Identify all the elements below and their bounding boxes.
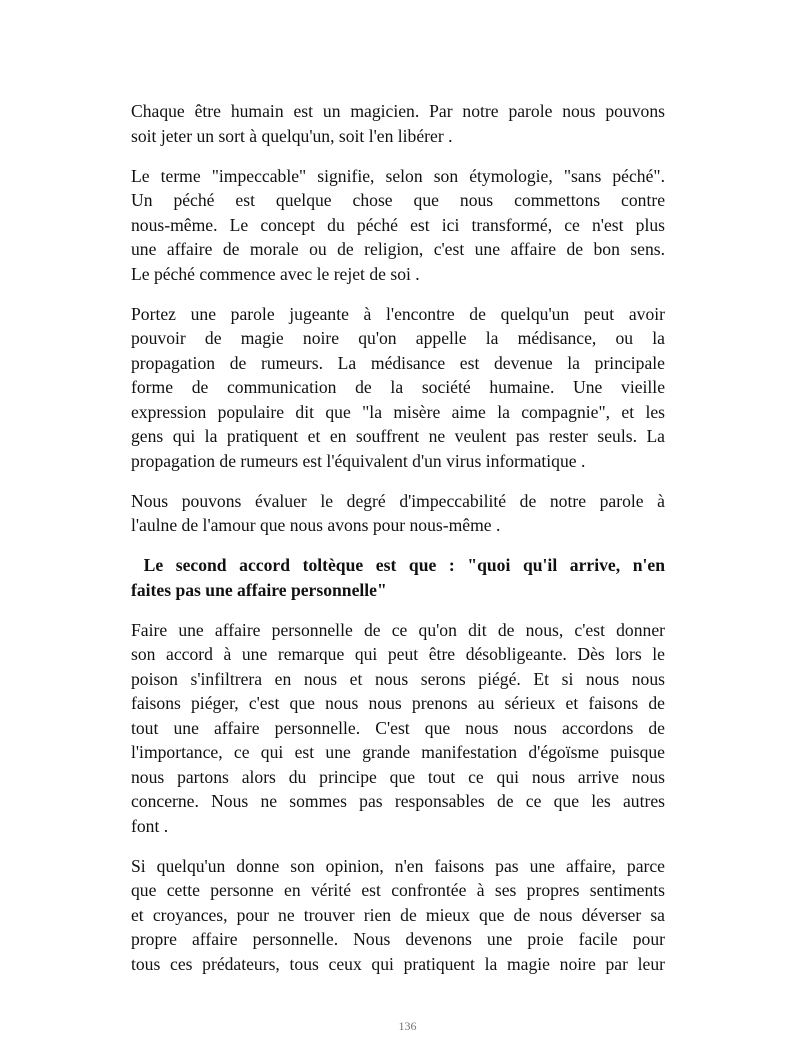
text-line: propagation de rumeurs est l'équivalent d'un virus informatique . (131, 450, 586, 471)
text-line: et croyances, pour ne trouver rien de mieux que de nous déverser sa (131, 904, 665, 925)
text-line: faites pas une affaire personnelle" (131, 579, 387, 600)
text-line: soit jeter un sort à quelqu'un, soit l'en libérer . (131, 125, 453, 146)
text-line: forme de communication de la société humaine. Une vieille (131, 377, 665, 397)
paragraph (131, 99, 665, 148)
text-line: Le terme "impeccable" signifie, selon son étymologie, "sans péché". (131, 165, 665, 186)
text-line: font . (131, 815, 169, 836)
text-line: Nous pouvons évaluer le degré d'impeccabilité de notre parole à (131, 490, 665, 511)
text-line: nous-même. Le concept du péché est ici transformé, ce n'est plus (131, 214, 665, 235)
text-line: Un péché est quelque chose que nous commettons contre (131, 190, 665, 210)
section-heading (131, 553, 665, 602)
text-line: concerne. Nous ne sommes pas responsables de ce que les autres (131, 791, 665, 811)
text-line: propre affaire personnelle. Nous devenons une proie facile pour (131, 929, 665, 949)
text-line: pouvoir de magie noire qu'on appelle la médisance, ou la (131, 328, 665, 348)
paragraph (131, 302, 665, 474)
text-line: Portez une parole jugeante à l'encontre de quelqu'un peut avoir (131, 303, 665, 324)
text-line: Chaque être humain est un magicien. Par notre parole nous pouvons (131, 101, 665, 121)
text-line: faisons piéger, c'est que nous nous prenons au sérieux et faisons de (131, 693, 665, 713)
text-line: l'aulne de l'amour que nous avons pour nous-même . (131, 515, 501, 535)
text-line: tous ces prédateurs, tous ceux qui pratiquent la magie noire par leur (131, 953, 665, 974)
paragraph (131, 618, 665, 839)
text-line: gens qui la pratiquent et en souffrent ne veulent pas rester seuls. La (131, 426, 665, 446)
page-number: 136 (398, 1019, 417, 1033)
text-line: poison s'infiltrera en nous et nous serons piégé. Et si nous nous (131, 668, 665, 689)
text-line: Le second accord toltèque est que : "quoi qu'il arrive, n'en (131, 555, 665, 575)
text-line: Si quelqu'un donne son opinion, n'en faisons pas une affaire, parce (131, 855, 665, 876)
text-line: tout une affaire personnelle. C'est que nous nous accordons de (131, 717, 665, 738)
text-line: son accord à une remarque qui peut être désobligeante. Dès lors le (131, 644, 665, 664)
text-line: que cette personne en vérité est confrontée à ses propres sentiments (131, 880, 665, 900)
text-line: Faire une affaire personnelle de ce qu'on dit de nous, c'est donner (131, 619, 665, 640)
text-line: propagation de rumeurs. La médisance est devenue la principale (131, 352, 665, 373)
text-line: une affaire de morale ou de religion, c'est une affaire de bon sens. (131, 239, 665, 259)
paragraph (131, 489, 665, 538)
text-line: l'importance, ce qui est une grande manifestation d'égoïsme puisque (131, 742, 665, 762)
paragraph (131, 164, 665, 287)
page-body (131, 99, 665, 992)
text-line: expression populaire dit que "la misère aime la compagnie", et les (131, 401, 665, 422)
text-line: nous partons alors du principe que tout ce qui nous arrive nous (131, 766, 665, 787)
paragraph (131, 854, 665, 977)
text-line: Le péché commence avec le rejet de soi . (131, 263, 420, 284)
